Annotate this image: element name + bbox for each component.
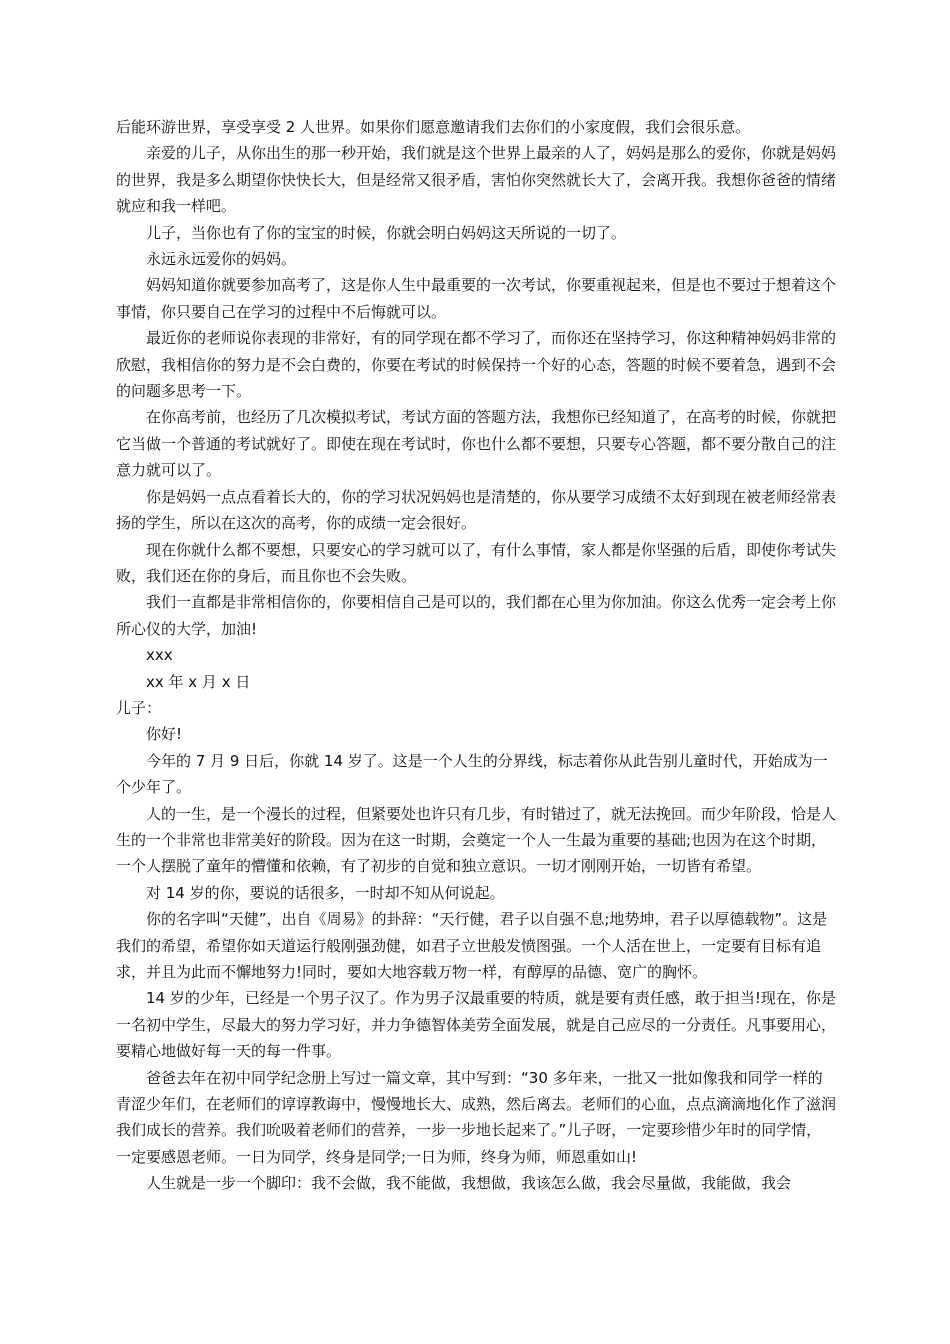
paragraph: 你是妈妈一点点看着长大的，你的学习状况妈妈也是清楚的，你从要学习成绩不太好到现在被老师经常表扬的学生，所以在这次的高考，你的成绩一定会很好。 (116, 487, 837, 533)
paragraph: 我们一直都是非常相信你的，你要相信自己是可以的，我们都在心里为你加油。你这么优秀一定会考上你所心仪的大学，加油! (116, 593, 837, 638)
paragraph: xxx (146, 646, 173, 665)
paragraph: 14 岁的少年，已经是一个男子汉了。作为男子汉最重要的特质，就是要有责任感，敢于担当!现在，你是一名初中学生，尽最大的努力学习好，并力争德智体美劳全面发展，就是自己应尽的一分责任。凡事要用心，要精心地做好每一天的每一件事。 (116, 989, 837, 1061)
paragraph: xx 年 x 月 x 日 (146, 672, 251, 691)
paragraph: 对 14 岁的你，要说的话很多，一时却不知从何说起。 (146, 883, 505, 902)
document-page (116, 114, 836, 1197)
paragraph: 今年的 7 月 9 日后，你就 14 岁了。这是一个人生的分界线，标志着你从此告别儿童时代，开始成为一个少年了。 (116, 751, 828, 797)
paragraph: 儿子，当你也有了你的宝宝的时候，你就会明白妈妈这天所说的一切了。 (146, 223, 627, 242)
paragraph: 儿子： (116, 698, 162, 717)
paragraph: 妈妈知道你就要参加高考了，这是你人生中最重要的一次考试，你要重视起来，但是也不要过于想着这个事情，你只要自己在学习的过程中不后悔就可以。 (116, 276, 837, 321)
paragraph: 永远永远爱你的妈妈。 (146, 250, 297, 269)
paragraph: 后能环游世界，享受享受 2 人世界。如果你们愿意邀请我们去你们的小家度假，我们会很乐意。 (116, 118, 751, 136)
paragraph: 亲爱的儿子，从你出生的那一秒开始，我们就是这个世界上最亲的人了，妈妈是那么的爱你，你就是妈妈的世界，我是多么期望你快快长大，但是经常又很矛盾，害怕你突然就长大了，会离开我。我想你爸爸的情绪就应和我一样吧。 (116, 144, 837, 216)
paragraph: 你好! (146, 725, 183, 744)
paragraph: 在你高考前，也经历了几次模拟考试，考试方面的答题方法，我想你已经知道了，在高考的时候，你就把它当做一个普通的考试就好了。即使在现在考试时，你也什么都不要想，只要专心答题，都不要分散自己的注意力就可以了。 (116, 408, 837, 480)
paragraph: 最近你的老师说你表现的非常好，有的同学现在都不学习了，而你还在坚持学习，你这种精神妈妈非常的欣慰，我相信你的努力是不会白费的，你要在考试的时候保持一个好的心态，答题的时候不要着急，遇到不会的问题多思考一下。 (116, 329, 837, 401)
paragraph: 人的一生，是一个漫长的过程，但紧要处也许只有几步，有时错过了，就无法挽回。而少年阶段，恰是人生的一个非常也非常美好的阶段。因为在这一时期，会奠定一个人一生最为重要的基础;也因为在这个时期，一个人摆脱了童年的懵懂和依赖，有了初步的自觉和独立意识。一切才刚刚开始，一切皆有希望。 (116, 804, 837, 876)
paragraph: 爸爸去年在初中同学纪念册上写过一篇文章，其中写到：“30 多年来，一批又一批如像我和同学一样的青涩少年们，在老师们的谆谆教诲中，慢慢地长大、成熟，然后离去。老师们的心血，点点滴滴地化作了滋润我们成长的营养。我们吮吸着老师们的营养，一步一步地长起来了。”儿子呀，一定要珍惜少年时的同学情，一定要感恩老师。一日为同学，终身是同学;一日为师，终身为师，师恩重如山! (116, 1068, 837, 1166)
paragraph: 你的名字叫“天健”，出自《周易》的卦辞：“天行健，君子以自强不息;地势坤，君子以厚德载物”。这是我们的希望，希望你如天道运行般刚强劲健，如君子立世般发愤图强。一个人活在世上，一定要有目标有追求，并且为此而不懈地努力!同时，要如大地容载万物一样，有醇厚的品德、宽广的胸怀。 (116, 910, 828, 981)
paragraph: 现在你就什么都不要想，只要安心的学习就可以了，有什么事情，家人都是你坚强的后盾，即使你考试失败，我们还在你的身后，而且你也不会失败。 (116, 540, 837, 585)
paragraph: 人生就是一步一个脚印：我不会做，我不能做，我想做，我该怎么做，我会尽量做，我能做，我会 (146, 1174, 792, 1193)
